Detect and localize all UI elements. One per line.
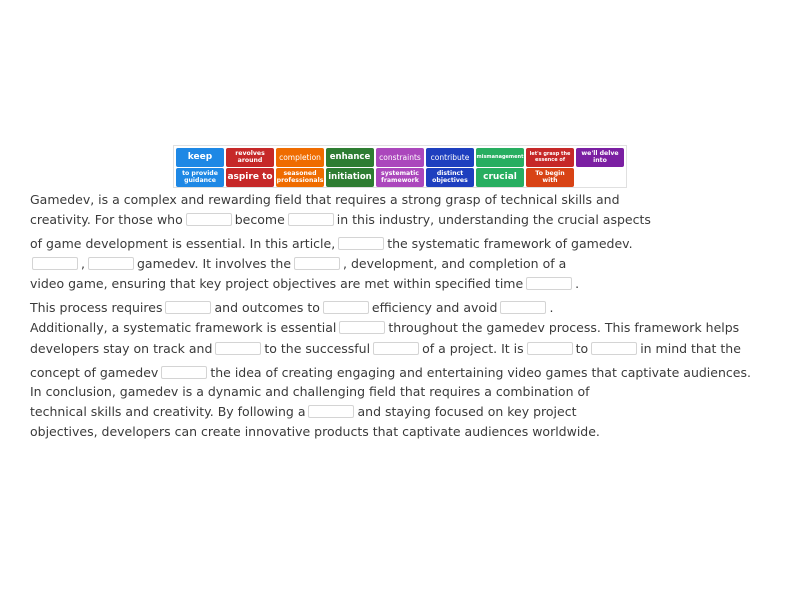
word-tile[interactable]: systematic framework: [376, 168, 424, 187]
word-tile[interactable]: distinct objectives: [426, 168, 474, 187]
passage-line: [30, 424, 600, 440]
passage-line: [30, 300, 553, 316]
blank-slot[interactable]: [591, 342, 637, 355]
word-tile[interactable]: constraints: [376, 148, 424, 167]
word-tile[interactable]: to provide guidance: [176, 168, 224, 187]
passage-text: efficiency and avoid: [371, 300, 498, 315]
passage-text: and outcomes to: [214, 300, 320, 315]
blank-slot[interactable]: [308, 405, 354, 418]
word-tile[interactable]: enhance: [326, 148, 374, 167]
word-tile[interactable]: revolves around: [226, 148, 274, 167]
blank-slot[interactable]: [165, 301, 211, 314]
blank-slot[interactable]: [527, 342, 573, 355]
word-tile[interactable]: To begin with: [526, 168, 574, 187]
word-tile[interactable]: mismanagement: [476, 148, 524, 167]
blank-slot[interactable]: [32, 257, 78, 270]
passage-text: , development, and completion of a: [343, 256, 567, 271]
passage-text: .: [575, 276, 580, 291]
word-tile[interactable]: aspire to: [226, 168, 274, 187]
passage-line: [30, 384, 590, 400]
passage-text: Gamedev, is a complex and rewarding field that requires a strong grasp of technical skills and: [30, 192, 620, 207]
passage-text: objectives, developers can create innovative products that captivate audiences worldwide.: [30, 424, 600, 439]
word-bank: [173, 145, 627, 188]
passage-line: [30, 404, 577, 420]
blank-slot[interactable]: [215, 342, 261, 355]
passage-line: [30, 320, 739, 336]
word-tile[interactable]: crucial: [476, 168, 524, 187]
passage-text: the idea of creating engaging and entertaining video games that captivate audiences.: [210, 365, 751, 380]
passage-line: [30, 365, 751, 381]
word-tile[interactable]: let's grasp the essence of: [526, 148, 574, 167]
passage-text: In conclusion, gamedev is a dynamic and challenging field that requires a combination of: [30, 384, 590, 399]
passage-line: [30, 256, 566, 272]
passage-text: This process requires: [30, 300, 163, 315]
blank-slot[interactable]: [88, 257, 134, 270]
passage-line: [30, 212, 651, 228]
word-tile[interactable]: completion: [276, 148, 324, 167]
passage-text: Additionally, a systematic framework is essential: [30, 320, 337, 335]
blank-slot[interactable]: [526, 277, 572, 290]
blank-slot[interactable]: [338, 237, 384, 250]
passage-text: ,: [81, 256, 85, 271]
passage-text: video game, ensuring that key project objectives are met within specified time: [30, 276, 524, 291]
passage-text: become: [234, 212, 285, 227]
passage-text: throughout the gamedev process. This framework helps: [388, 320, 740, 335]
passage-text: in mind that the: [640, 341, 741, 356]
passage-text: and staying focused on key project: [357, 404, 577, 419]
blank-slot[interactable]: [323, 301, 369, 314]
passage-text: developers stay on track and: [30, 341, 213, 356]
passage-text: technical skills and creativity. By following a: [30, 404, 306, 419]
word-tile[interactable]: contribute: [426, 148, 474, 167]
word-tile[interactable]: we'll delve into: [576, 148, 624, 167]
passage-text: .: [549, 300, 554, 315]
blank-slot[interactable]: [373, 342, 419, 355]
passage-line: [30, 236, 633, 252]
passage-text: the systematic framework of gamedev.: [387, 236, 633, 251]
word-tile[interactable]: seasoned professionals: [276, 168, 324, 187]
passage-text: concept of gamedev: [30, 365, 159, 380]
passage-text: to: [575, 341, 589, 356]
word-tile[interactable]: keep: [176, 148, 224, 167]
passage-text: of game development is essential. In this article,: [30, 236, 336, 251]
blank-slot[interactable]: [288, 213, 334, 226]
passage-text: in this industry, understanding the crucial aspects: [336, 212, 651, 227]
passage-line: [30, 276, 579, 292]
blank-slot[interactable]: [339, 321, 385, 334]
passage-text: creativity. For those who: [30, 212, 183, 227]
blank-slot[interactable]: [500, 301, 546, 314]
passage-line: [30, 192, 620, 208]
blank-slot[interactable]: [161, 366, 207, 379]
passage-line: [30, 341, 741, 357]
passage-text: gamedev. It involves the: [136, 256, 292, 271]
passage-text: to the successful: [264, 341, 371, 356]
word-tile[interactable]: initiation: [326, 168, 374, 187]
blank-slot[interactable]: [186, 213, 232, 226]
passage-text: of a project. It is: [422, 341, 524, 356]
blank-slot[interactable]: [294, 257, 340, 270]
